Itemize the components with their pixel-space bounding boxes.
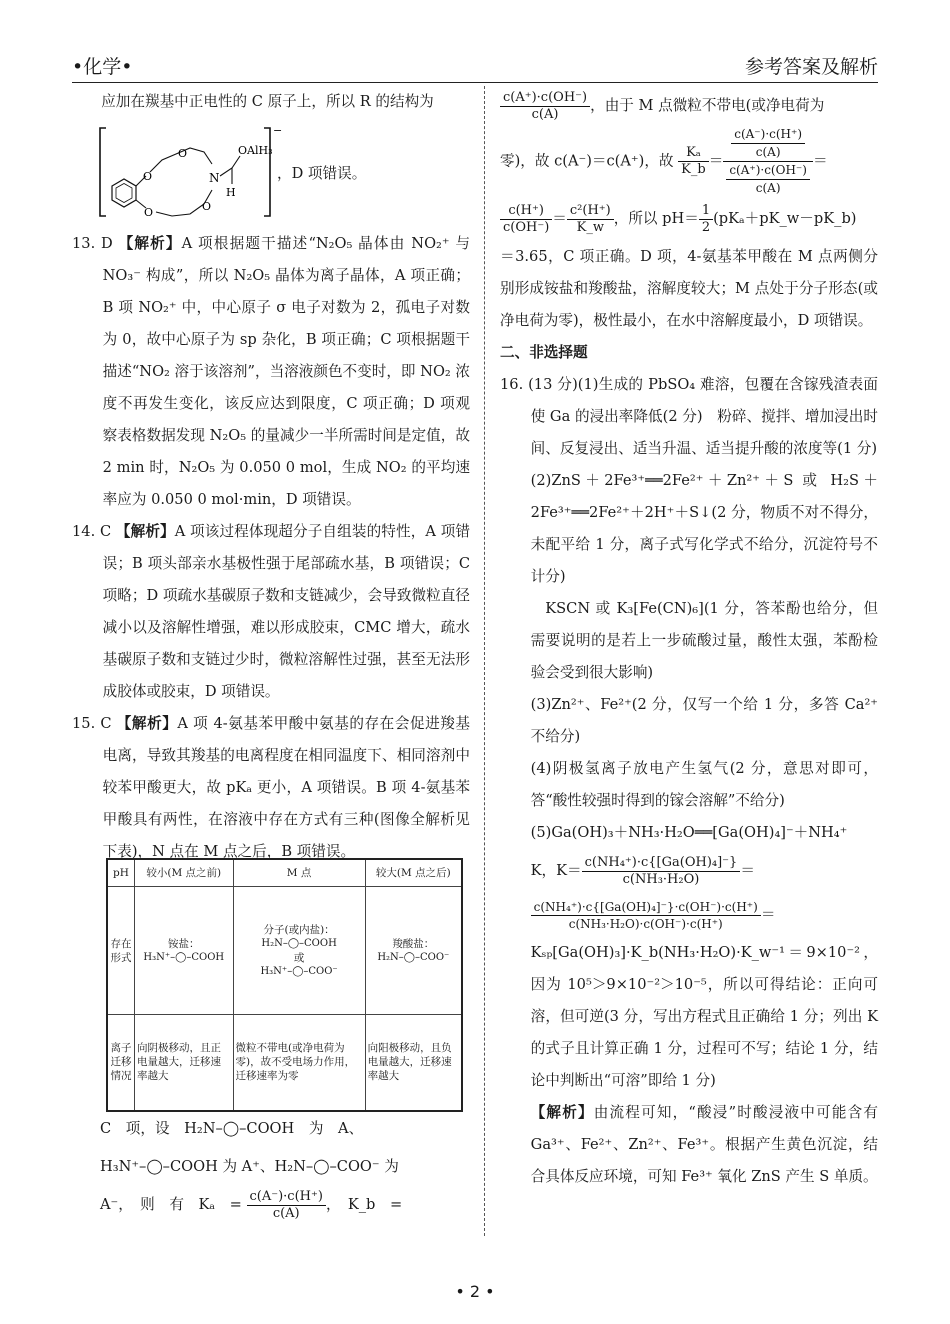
struct-oalh3: OAlH₃	[238, 144, 273, 157]
r-line-1-text: 零)，故 c(A⁻)＝c(A⁺)，故	[500, 152, 674, 170]
h-oh-den: c(OH⁻)	[503, 219, 550, 235]
c-line-1	[100, 1110, 470, 1148]
ammonium-formula: H₃N⁺–◯–COOH	[143, 951, 225, 963]
k2-num: c(NH₄⁺)·c{[Ga(OH)₄]⁻}·c(OH⁻)·c(H⁺)	[531, 899, 761, 916]
table-row	[107, 887, 462, 1015]
header-title: 参考答案及解析	[744, 56, 878, 78]
q16-part4: (4)阴极氢离子放电产生氢气(2 分，意思对即可，答“酸性较强时得到的镓会溶解”不给分)	[530, 760, 878, 809]
column-divider	[484, 86, 485, 1236]
k2-den: c(NH₃·H₂O)·c(OH⁻)·c(H⁺)	[568, 916, 723, 931]
table-cell: 微粒不带电(或净电荷为零)，故不受电场力作用，迁移速率为零	[233, 1015, 365, 1111]
q16-analysis	[500, 1097, 878, 1193]
q13-tag: 【解析】	[118, 235, 182, 252]
table-cell: 向阳极移动，且负电量越大，迁移速率越大	[365, 1015, 462, 1111]
half-num: 1	[699, 203, 713, 220]
section-heading: 二、非选择题	[500, 344, 588, 361]
q16-part5-tail: Kₛₚ[Ga(OH)₃]·K_b(NH₃·H₂O)·K_w⁻¹＝9×10⁻²，因为 10⁵＞9×10⁻²＞10⁻⁵，所以可得结论：正向可溶，但可逆(3 分，写出方程式且正确给 1 分；列出 K 的式子且计算正确 1 分，过程可不写；结论 1 分，结论中判断出“可溶”即给 1 分)	[530, 944, 878, 1089]
r-line-2: $\frac{c(H^+)}{c(OH^-)}$ ＝ $\frac{\text{c²(H⁺)}}{K\_w}$ ，所以 pH＝ $\frac{1}{2}$ (pKₐ＋pK_w－pK_b)	[500, 197, 878, 241]
table-header-row	[107, 859, 462, 887]
r-line-3: ＝3.65，C 项正确。D 项，4-氨基苯甲酸在 M 点两侧分别形成铵盐和羧酸盐，溶解度较大；M 点处于分子形态(或净电荷为零)，极性最小，在水中溶解度最小，D 项错误。	[500, 248, 878, 329]
or-label: 或	[293, 951, 305, 964]
ka-numerator: c(A⁻)·c(H⁺)	[247, 1189, 326, 1206]
big-bottom-den: c(A)	[755, 181, 781, 195]
table-header-cell: 较大(M 点之后)	[365, 859, 462, 887]
table-row	[107, 1015, 462, 1111]
q13-answer	[72, 228, 470, 516]
formula-A-minus: H₂N–◯–COO⁻	[274, 1158, 380, 1175]
carboxylate-formula: H₂N–◯–COO⁻	[377, 951, 450, 963]
c-line-1-b: 为 A、	[294, 1120, 364, 1137]
left-continuation	[100, 1110, 470, 1224]
struct-o-2: O	[144, 206, 154, 219]
analysis-tag: 【解析】	[530, 1104, 594, 1121]
h-oh-fraction	[500, 203, 552, 236]
page-number: • 2 •	[455, 1282, 495, 1301]
struct-o-1: O	[143, 170, 153, 183]
kb-denominator: c(A)	[531, 106, 559, 122]
formula-A-plus: H₃N⁺–◯–COOH	[100, 1158, 218, 1175]
kb-numerator: c(A⁺)·c(OH⁻)	[500, 90, 590, 107]
table-header-cell: M 点	[233, 859, 365, 887]
structure-R	[72, 124, 470, 220]
k1-num: c(NH₄⁺)·c{[Ga(OH)₄]⁻}	[582, 855, 741, 872]
k1-den: c(NH₃·H₂O)	[622, 871, 700, 887]
q16-part5-k2: $\frac{\text{c(NH₄⁺)·c\{[Ga(OH)₄]⁻\}·c(OH⁻)·c(H⁺)}}{\text{c(NH₃·H₂O)·c(OH⁻)·c(H⁺)}}$ ＝	[500, 893, 878, 937]
big-bottom-num: c(A⁺)·c(OH⁻)	[726, 162, 810, 180]
struct-o-4: O	[202, 200, 212, 213]
c-line-3-b: ， K_b =	[325, 1196, 403, 1213]
c-line-2-b: 为	[379, 1158, 399, 1175]
q14-tag: 【解析】	[115, 523, 175, 540]
q14-text: A 项该过程体现超分子自组装的特性，A 项错误；B 项头部亲水基极性强于尾部疏水基，B 项错误；C 项略；D 项疏水基碳原子数和支链减少，会导致微粒直径减小以及溶解性增强，难以形成胶束，CMC 增大，疏水基碳原子数和支链过少时，微粒溶解性过强，甚至无法形成胶体或胶束，D 项错误。	[102, 523, 471, 700]
ammonium-label: 铵盐：	[168, 937, 200, 950]
intro-line: 应加在羰基中正电性的 C 原子上，所以 R 的结构为	[101, 93, 434, 110]
table-row-label: 存在形式	[107, 887, 135, 1015]
h-oh-num: c(H⁺)	[500, 203, 552, 220]
q15-answer	[72, 708, 470, 868]
half-den: 2	[701, 219, 711, 235]
table-header-cell: pH	[107, 859, 135, 887]
half-fraction	[699, 203, 713, 236]
struct-n: N	[209, 171, 220, 185]
left-column	[72, 86, 470, 868]
h2-kw-den: K_w	[576, 219, 604, 235]
k-fraction-2	[531, 899, 761, 932]
ratio-ka: Kₐ	[678, 145, 709, 162]
r-line-0	[500, 86, 878, 126]
c-line-3-a: A⁻， 则 有 Kₐ =	[100, 1196, 242, 1213]
q13-text: A 项根据题干描述“N₂O₅ 晶体由 NO₂⁺ 与 NO₃⁻ 构成”，所以 N₂O₅ 晶体为离子晶体，A 项正确；B 项 NO₂⁺ 中，中心原子 σ 电子对数为 2，孤电子对数为 0，故中心原子为 sp 杂化，B 项正确；C 项根据题干描述“NO₂ 溶于该溶剂”，当溶液颜色不变时，即 NO₂ 浓度不再发生变化，该反应达到限度，C 项正确；D 项观察表格数据发现 N₂O₅ 的量减少一半所需时间是定值，故 2 min 时，N₂O₅ 为 0.050 0 mol，生成 NO₂ 的平均速率应为 0.050 0 mol·min，D 项错误。	[102, 235, 470, 508]
table-header-cell: 较小(M 点之前)	[135, 859, 234, 887]
q13-number: 13. D	[72, 235, 113, 252]
q16-part2: (2)ZnS＋2Fe³⁺══2Fe²⁺＋Zn²⁺＋S 或 H₂S＋2Fe³⁺══2Fe²⁺＋2H⁺＋S↓(2 分，物质不对不得分，未配平给 1 分，离子式写化学式不给分，沉淀符号不计分)	[530, 472, 878, 585]
table-row-label: 离子迁移情况	[107, 1015, 135, 1111]
molecule-label: 分子(或内盐)：	[263, 923, 335, 936]
carboxylate-label: 羧酸盐：	[392, 937, 435, 950]
big-top-num: c(A⁻)·c(H⁺)	[731, 126, 805, 144]
ratio-kb: K_b	[681, 162, 706, 177]
big-fraction	[723, 126, 813, 197]
table-cell	[365, 887, 462, 1015]
h2-kw-fraction	[567, 203, 614, 236]
subject-label: •化学•	[72, 56, 133, 78]
page-header	[72, 50, 878, 80]
kb-fraction	[500, 90, 590, 123]
c-line-3	[100, 1186, 470, 1224]
species-table	[106, 858, 463, 1112]
q16-part1: 16. (13 分)(1)生成的 PbSO₄ 难溶，包覆在含镓残渣表面使 Ga 的浸出率降低(2 分) 粉碎、搅拌、增加浸出时间、反复浸出、适当升温、适当提升酸的浓度等(1 分)	[500, 376, 878, 457]
c-line-2-a: 为 A⁺、	[217, 1158, 275, 1175]
q16-part5: (5)Ga(OH)₃＋NH₃·H₂O══[Ga(OH)₄]⁻＋NH₄⁺	[530, 824, 848, 841]
right-column	[500, 86, 878, 1193]
struct-h: H	[226, 186, 236, 199]
zwitterion-formula: H₃N⁺–◯–COO⁻	[260, 965, 338, 977]
q14-answer	[72, 516, 470, 708]
big-fraction-bottom	[723, 162, 813, 197]
q16-part5-k: K，K＝ $\frac{\text{c(NH₄⁺)·c\{[Ga(OH)₄]⁻\}}}{\text{c(NH₃·H₂O)}}$ ＝	[530, 854, 755, 887]
table-cell	[233, 887, 365, 1015]
ka-denominator: c(A)	[272, 1205, 300, 1221]
big-fraction-top	[723, 126, 813, 162]
table-cell	[135, 887, 234, 1015]
analysis-text: 由流程可知，“酸浸”时酸浸液中可能含有 Ga³⁺、Fe²⁺、Zn²⁺、Fe³⁺。根据产生黄色沉淀，结合具体反应环境，可知 Fe³⁺ 氧化 ZnS 产生 S 单质。	[530, 1104, 878, 1185]
ka-fraction	[247, 1189, 326, 1222]
header-rule	[72, 82, 878, 83]
formula-A: H₂N–◯–COOH	[184, 1120, 295, 1137]
q16-part3: (3)Zn²⁺、Fe²⁺(2 分，仅写一个给 1 分，多答 Ca²⁺ 不给分)	[530, 696, 878, 745]
big-top-den: c(A)	[755, 145, 781, 159]
table-cell: 向阴极移动，且正电量越大，迁移速率越大	[135, 1015, 234, 1111]
r-line-1: 零)，故 c(A⁻)＝c(A⁺)，故 $\frac{\text{Kₐ}}{K\_b}$ ＝ $\frac{\frac{c(A^-)\cdot c(H^+)}{c(A)}}{\frac{c(A^+)\cdot c(OH^-)}{c(A)}}$ ＝	[500, 127, 828, 195]
molecule-formula: H₂N–◯–COOH	[261, 937, 337, 949]
q15-text: A 项 4-氨基苯甲酸中氨基的存在会促进羧基电离，导致其羧基的电离程度在相同温度下、相同溶剂中较苯甲酸更大，故 pKₐ 更小，A 项错误。B 项 4-氨基苯甲酸具有两性，在溶液中存在方式有三种(图像全解析见下表)，N 点在 M 点之后，B 项错误。	[102, 715, 471, 860]
k-fraction-1	[582, 855, 741, 888]
q15-tag: 【解析】	[116, 715, 178, 732]
struct-o-3: O	[178, 147, 188, 160]
k-label: K，K＝	[530, 862, 582, 879]
c-line-2	[100, 1148, 470, 1186]
r-line-0-text: ，由于 M 点微粒不带电(或净电荷为	[590, 97, 825, 114]
ka-kb-ratio	[678, 145, 709, 178]
r-line-2-tail: (pKₐ＋pK_w－pK_b)	[713, 210, 857, 227]
q14-number: 14. C	[72, 523, 112, 540]
r-line-2-text: ，所以 pH＝	[613, 210, 699, 227]
h2-kw-num: c²(H⁺)	[567, 203, 614, 220]
structure-tail: ，D 项错误。	[277, 165, 367, 182]
q16-part2b: KSCN 或 K₃[Fe(CN)₆](1 分，答苯酚也给分，但需要说明的是若上一步硫酸过量，酸性太强，苯酚检验会受到很大影响)	[530, 600, 878, 681]
c-line-1-a: C 项，设	[100, 1120, 185, 1137]
q15-number: 15. C	[72, 715, 112, 732]
svg-text:−: −	[273, 124, 283, 137]
